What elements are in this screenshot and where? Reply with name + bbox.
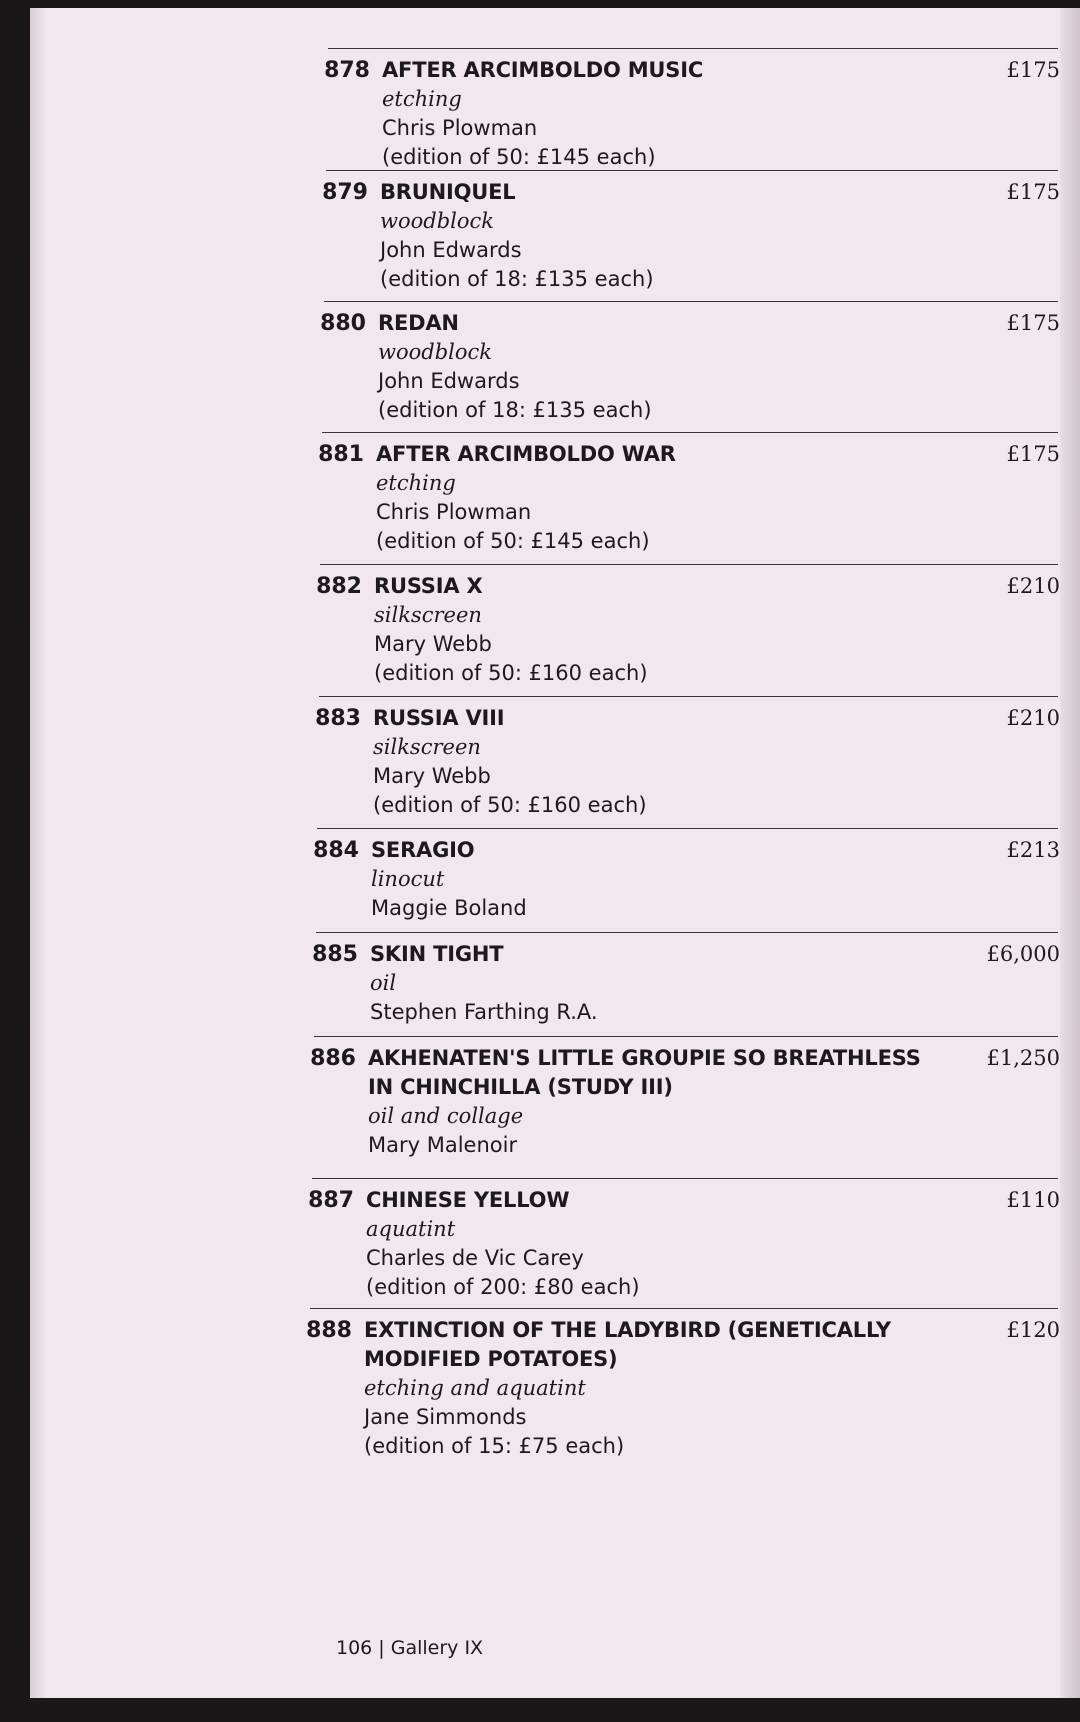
entry-divider (326, 170, 1058, 171)
entry-title-continued: IN CHINCHILLA (STUDY III) (368, 1075, 673, 1099)
entry-divider (324, 301, 1058, 302)
entry-edition: (edition of 15: £75 each) (364, 1434, 625, 1458)
entry-price: £213 (1006, 838, 1060, 862)
entry-divider (312, 1178, 1058, 1179)
entry-edition: (edition of 50: £145 each) (376, 529, 650, 553)
entry-number: 879 (322, 180, 368, 205)
entry-title: RUSSIA X (374, 574, 483, 598)
entry-title: AKHENATEN'S LITTLE GROUPIE SO BREATHLESS (368, 1046, 921, 1070)
entry-medium: etching (376, 471, 456, 495)
entry-divider (314, 1036, 1058, 1037)
entry-medium: etching and aquatint (364, 1376, 586, 1400)
entry-artist: Stephen Farthing R.A. (370, 1000, 598, 1024)
entry-price: £175 (1006, 180, 1060, 204)
entry-title: RUSSIA VIII (373, 706, 505, 730)
entry-artist: Mary Webb (374, 632, 492, 656)
entry-title: BRUNIQUEL (380, 180, 516, 204)
entry-price: £120 (1006, 1318, 1060, 1342)
entry-artist: Charles de Vic Carey (366, 1246, 584, 1270)
entry-divider (319, 696, 1058, 697)
entry-number: 887 (308, 1188, 354, 1213)
entry-number: 881 (318, 442, 364, 467)
entry-edition: (edition of 50: £145 each) (382, 145, 656, 169)
entry-medium: woodblock (378, 340, 492, 364)
entry-number: 886 (310, 1046, 356, 1071)
entry-title: AFTER ARCIMBOLDO WAR (376, 442, 676, 466)
entry-price: £110 (1006, 1188, 1060, 1212)
entry-price: £6,000 (986, 942, 1060, 966)
entry-artist: Maggie Boland (371, 896, 527, 920)
entry-number: 885 (312, 942, 358, 967)
entry-title: SKIN TIGHT (370, 942, 504, 966)
entry-medium: linocut (371, 867, 445, 891)
entry-number: 878 (324, 58, 370, 83)
entry-edition: (edition of 18: £135 each) (380, 267, 654, 291)
entry-divider (322, 432, 1058, 433)
entry-edition: (edition of 18: £135 each) (378, 398, 652, 422)
entry-title: REDAN (378, 311, 459, 335)
entry-divider (310, 1308, 1058, 1309)
entry-price: £210 (1006, 706, 1060, 730)
entry-title: AFTER ARCIMBOLDO MUSIC (382, 58, 704, 82)
entry-price: £175 (1006, 442, 1060, 466)
entry-number: 883 (315, 706, 361, 731)
entry-price: £175 (1006, 311, 1060, 335)
entry-price: £1,250 (986, 1046, 1060, 1070)
entry-title: EXTINCTION OF THE LADYBIRD (GENETICALLY (364, 1318, 891, 1342)
entry-title: CHINESE YELLOW (366, 1188, 570, 1212)
entry-price: £210 (1006, 574, 1060, 598)
entry-number: 884 (313, 838, 359, 863)
entry-medium: woodblock (380, 209, 494, 233)
entry-artist: Jane Simmonds (364, 1405, 527, 1429)
catalogue-entries (30, 8, 1080, 1698)
entry-artist: Mary Malenoir (368, 1133, 518, 1157)
entry-edition: (edition of 200: £80 each) (366, 1275, 640, 1299)
entry-artist: John Edwards (378, 369, 520, 393)
entry-artist: John Edwards (380, 238, 522, 262)
entry-medium: silkscreen (373, 735, 481, 759)
entry-medium: oil and collage (368, 1104, 524, 1128)
entry-divider (316, 932, 1058, 933)
entry-edition: (edition of 50: £160 each) (373, 793, 647, 817)
entry-medium: etching (382, 87, 462, 111)
entry-artist: Chris Plowman (376, 500, 532, 524)
page-footer: 106 | Gallery IX (336, 1637, 484, 1659)
entry-title-continued: MODIFIED POTATOES) (364, 1347, 618, 1371)
entry-number: 882 (316, 574, 362, 599)
catalogue-page (30, 8, 1080, 1698)
entry-price: £175 (1006, 58, 1060, 82)
entry-edition: (edition of 50: £160 each) (374, 661, 648, 685)
entry-medium: aquatint (366, 1217, 456, 1241)
entry-artist: Chris Plowman (382, 116, 538, 140)
entry-number: 888 (306, 1318, 352, 1343)
entry-medium: silkscreen (374, 603, 482, 627)
entry-artist: Mary Webb (373, 764, 491, 788)
entry-divider (320, 564, 1058, 565)
entry-number: 880 (320, 311, 366, 336)
entry-divider (317, 828, 1058, 829)
entry-medium: oil (370, 971, 397, 995)
entry-title: SERAGIO (371, 838, 475, 862)
entry-divider (328, 48, 1058, 49)
